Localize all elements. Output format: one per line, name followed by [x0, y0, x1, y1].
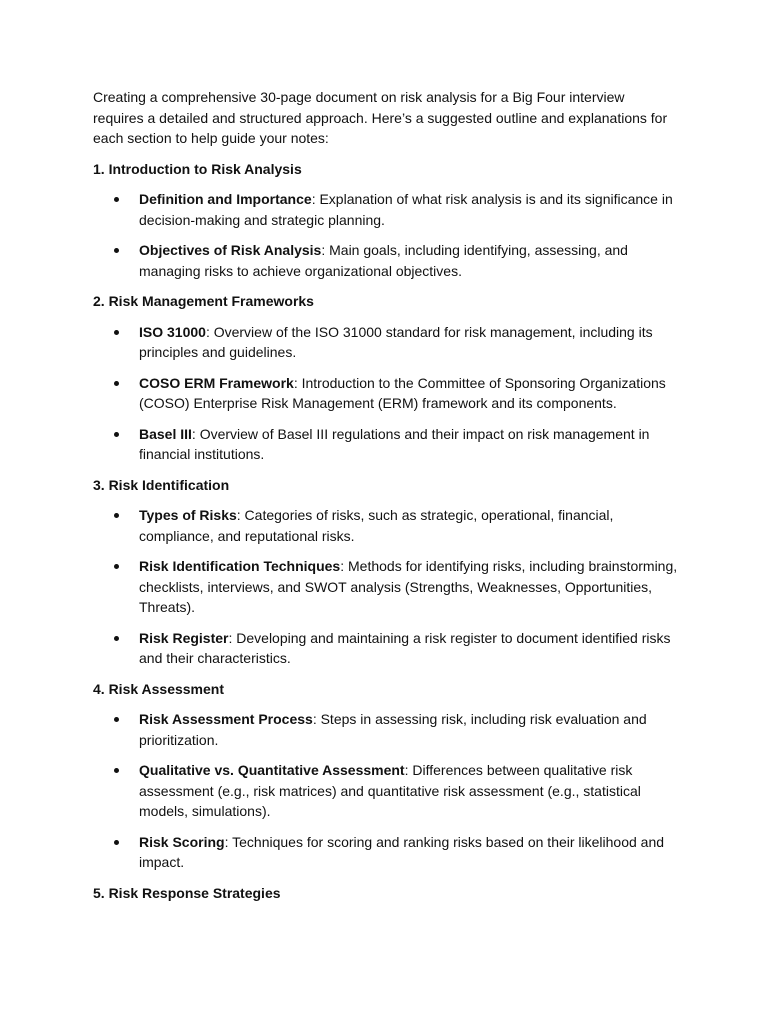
section-heading: 1. Introduction to Risk Analysis	[93, 160, 302, 177]
item-term: Risk Assessment Process	[139, 711, 313, 727]
item-description: : Developing and maintaining a risk register to document identified risks and their characteristics.	[139, 629, 671, 666]
item-description: : Steps in assessing risk, including risk evaluation and prioritization.	[139, 711, 647, 748]
item-term: Definition and Importance	[139, 191, 312, 207]
item-term: Types of Risks	[139, 507, 237, 523]
bullet-dot-icon	[114, 636, 119, 641]
section-heading: 5. Risk Response Strategies	[93, 884, 281, 901]
bullet-dot-icon	[114, 564, 119, 569]
list-item	[93, 760, 678, 822]
bullet-list	[93, 189, 678, 281]
item-description: : Methods for identifying risks, including brainstorming, checklists, interviews, and SWOT analysis (Strengths, Weaknesses, Opportunities, Threats).	[139, 558, 678, 615]
item-term: Risk Register	[139, 629, 229, 646]
item-description: : Explanation of what risk analysis is and its significance in decision-making and strategic planning.	[139, 191, 673, 228]
list-item	[93, 505, 678, 546]
bullet-dot-icon	[114, 381, 119, 386]
list-item	[93, 373, 678, 414]
item-description: : Introduction to the Committee of Sponsoring Organizations (COSO) Enterprise Risk Management (ERM) framework and its components.	[139, 374, 666, 411]
item-term: COSO ERM Framework	[139, 374, 294, 391]
list-item	[93, 424, 678, 465]
bullet-list	[93, 709, 678, 873]
bullet-dot-icon	[114, 432, 119, 437]
bullet-dot-icon	[114, 768, 119, 773]
bullet-list	[93, 322, 678, 465]
list-item	[93, 709, 678, 750]
bullet-dot-icon	[114, 330, 119, 335]
item-term: ISO 31000	[139, 323, 206, 340]
item-description: : Overview of the ISO 31000 standard for risk management, including its principles and guidelines.	[139, 323, 653, 360]
section-heading: 2. Risk Management Frameworks	[93, 293, 314, 309]
item-description: : Techniques for scoring and ranking risks based on their likelihood and impact.	[139, 833, 665, 870]
item-description: : Overview of Basel III regulations and their impact on risk management in financial institutions.	[139, 425, 650, 462]
list-item	[93, 189, 678, 230]
bullet-dot-icon	[114, 197, 119, 202]
section-heading: 3. Risk Identification	[93, 476, 230, 493]
item-term: Risk Scoring	[139, 833, 225, 850]
item-description: : Main goals, including identifying, assessing, and managing risks to achieve organizational objectives.	[139, 242, 628, 279]
bullet-dot-icon	[114, 248, 119, 253]
bullet-list	[93, 505, 678, 669]
item-term: Risk Identification Techniques	[139, 558, 341, 574]
sections-container	[93, 159, 678, 904]
list-item	[93, 556, 678, 618]
list-item	[93, 322, 678, 363]
list-item	[93, 240, 678, 281]
list-item	[93, 628, 678, 669]
bullet-dot-icon	[114, 513, 119, 518]
section-heading: 4. Risk Assessment	[93, 680, 224, 697]
item-description: : Differences between qualitative risk assessment (e.g., risk matrices) and quantitative risk assessment (e.g., statistical models, simulations).	[139, 762, 641, 819]
item-term: Basel III	[139, 425, 192, 442]
bullet-dot-icon	[114, 717, 119, 722]
item-description: : Categories of risks, such as strategic, operational, financial, compliance, and reputational risks.	[139, 507, 614, 544]
bullet-dot-icon	[114, 840, 119, 845]
list-item	[93, 832, 678, 873]
intro-paragraph: Creating a comprehensive 30-page document on risk analysis for a Big Four interview requires a detailed and structured approach. Here’s a suggested outline and explanations for each section to help guide your notes:	[93, 89, 668, 146]
document-body	[93, 87, 678, 913]
item-term: Objectives of Risk Analysis	[139, 242, 322, 258]
item-term: Qualitative vs. Quantitative Assessment	[139, 762, 405, 778]
